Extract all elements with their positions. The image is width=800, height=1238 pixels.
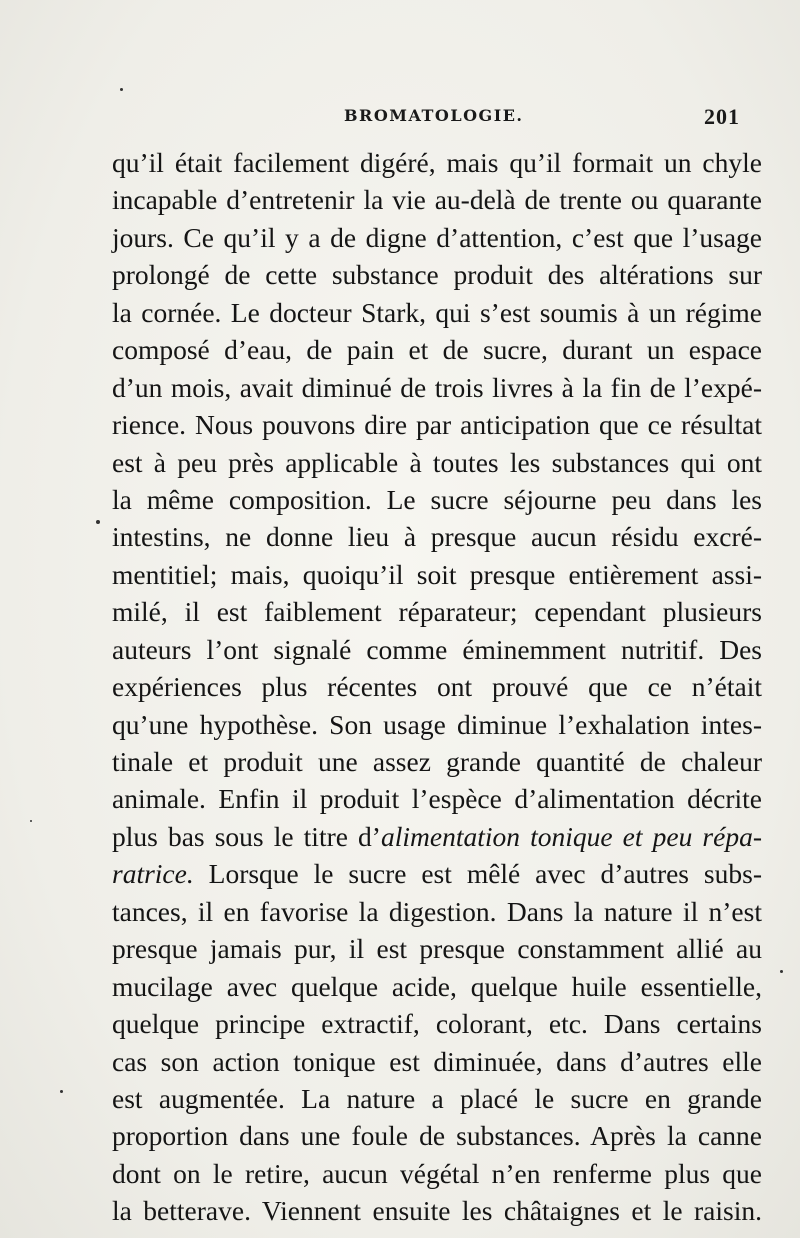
text-line: animale. Enfin il produit l’espèce d’alimentation décrite (112, 783, 762, 815)
text-line: cas son action tonique est diminuée, dans d’autres elle (112, 1045, 762, 1077)
text-line: presque jamais pur, il est presque constamment allié au (112, 933, 762, 965)
paper-speck (120, 88, 123, 91)
running-head (0, 106, 800, 130)
running-title: BROMATOLOGIE. (344, 106, 524, 125)
text-line: quelque principe extractif, colorant, etc. Dans certains (112, 1008, 762, 1040)
text-line: est augmentée. La nature a placé le sucre en grande (112, 1082, 762, 1114)
paper-speck (96, 520, 100, 524)
text-line: prolongé de cette substance produit des altérations sur (112, 259, 762, 291)
text-line: jours. Ce qu’il y a de digne d’attention, c’est que l’usage (112, 221, 762, 253)
text-line: dont on le retire, aucun végétal n’en renferme plus que (112, 1157, 762, 1189)
text-line: mucilage avec quelque acide, quelque huile essentielle, (112, 970, 762, 1002)
paper-speck (780, 970, 783, 973)
text-line: la betterave. Viennent ensuite les châtaignes et le raisin. (112, 1195, 762, 1227)
text-line: incapable d’entretenir la vie au-delà de trente ou quarante (112, 184, 762, 216)
text-line: composé d’eau, de pain et de sucre, durant un espace (112, 334, 762, 366)
text-segment: plus bas sous le titre d’ (112, 820, 381, 852)
text-line: tances, il en favorise la digestion. Dans la nature il n’est (112, 895, 762, 927)
text-line: la même composition. Le sucre séjourne peu dans les (112, 483, 762, 515)
text-line: expériences plus récentes ont prouvé que ce n’était (112, 671, 762, 703)
text-line: auteurs l’ont signalé comme éminemment nutritif. Des (112, 633, 762, 665)
text-line: rience. Nous pouvons dire par anticipation que ce résultat (112, 409, 762, 441)
text-line: qu’une hypothèse. Son usage diminue l’exhalation intes- (112, 708, 762, 740)
text-line-with-italic (112, 855, 762, 892)
text-line: est à peu près applicable à toutes les substances qui ont (112, 446, 762, 478)
body-text (112, 144, 762, 1230)
text-line: mentitiel; mais, quoiqu’il soit presque entièrement assi- (112, 558, 762, 590)
text-line: d’un mois, avait diminué de trois livres à la fin de l’expé- (112, 371, 762, 403)
text-segment: Lorsque le sucre est mêlé avec d’autres subs- (193, 858, 762, 890)
text-line: qu’il était facilement digéré, mais qu’il formait un chyle (112, 147, 762, 178)
paper-speck (60, 1090, 63, 1093)
italic-title-segment: ratrice. (112, 858, 194, 890)
text-line: tinale et produit une assez grande quantité de chaleur (112, 746, 762, 777)
text-line: proportion dans une foule de substances. Après la canne (112, 1120, 762, 1152)
paper-speck (30, 820, 32, 822)
text-line: milé, il est faiblement réparateur; cependant plusieurs (112, 596, 762, 628)
italic-title-segment: alimentation tonique et peu répa- (380, 820, 762, 852)
text-line-with-italic (112, 818, 762, 855)
text-line: intestins, ne donne lieu à presque aucun résidu excré- (112, 521, 762, 553)
page-number: 201 (704, 104, 740, 129)
text-line: la cornée. Le docteur Stark, qui s’est soumis à un régime (112, 296, 762, 328)
